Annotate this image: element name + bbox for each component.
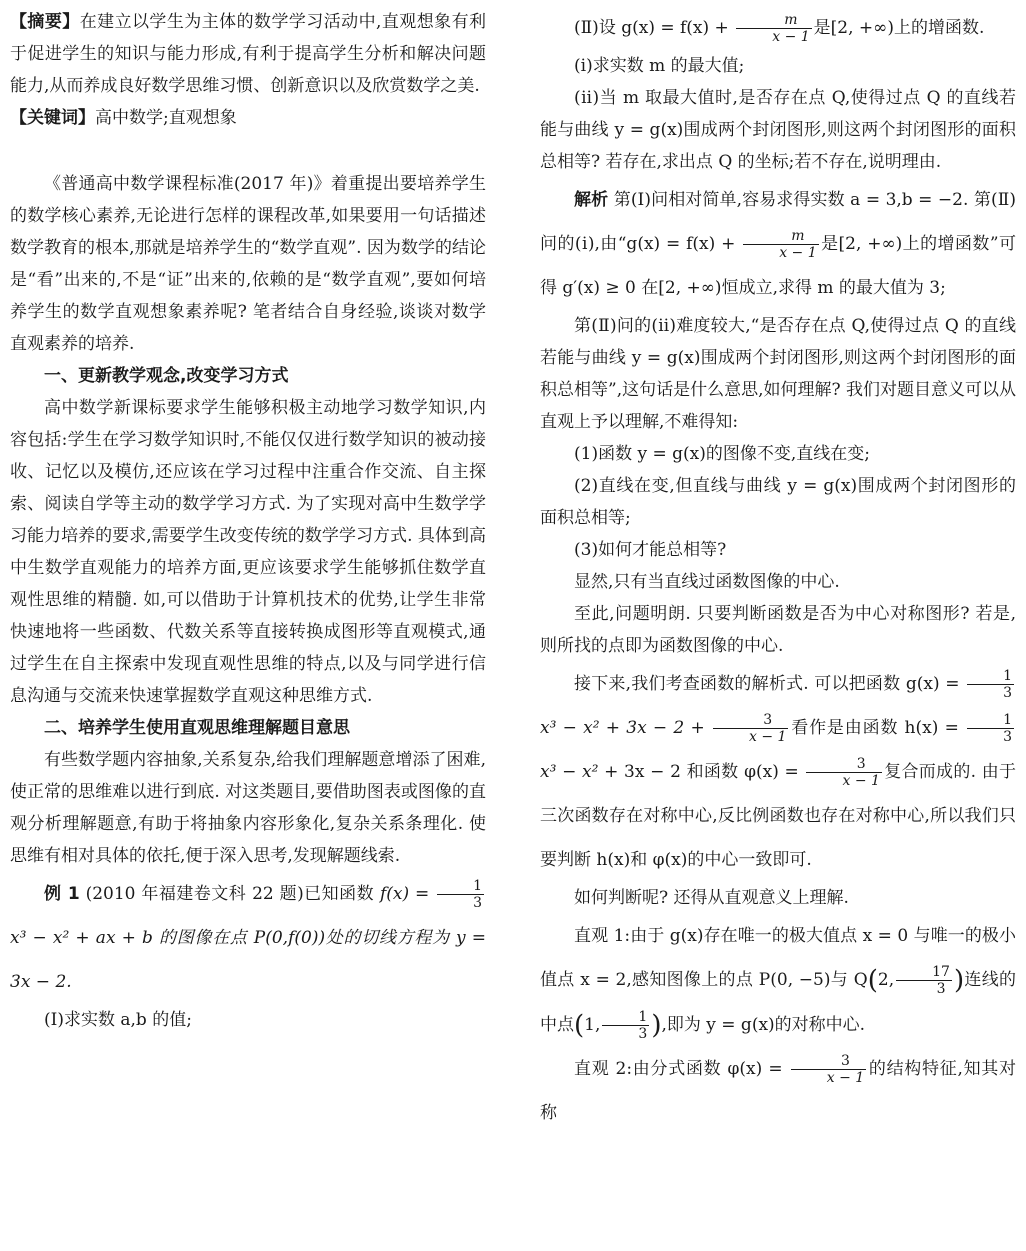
- clear-statement: 至此,问题明朗. 只要判断函数是否为中心对称图形? 若是,则所找的点即为函数图像的中心.: [540, 604, 1016, 656]
- list-item-1: (1)函数 y = g(x)的图像不变,直线在变;: [574, 444, 871, 464]
- fraction-m-over-x-minus-1-analysis: $\frac{m}{x - 1}$: [743, 228, 818, 261]
- intro-paragraph: 《普通高中数学课程标准(2017 年)》着重提出要培养学生的数学核心素养,无论进行怎样的课程改革,如果要用一句话描述数学教育的根本,那就是培养学生的“数学直观”. 因为数学的结论是“看”出来的,不是“证”出来的,依赖的是“数学直观”,要如何培养学生的数学直观想象素养呢? 笔者结合自身经验,谈谈对数学直观素养的培养.: [10, 174, 486, 354]
- keywords-text: 高中数学;直观想象: [95, 108, 237, 128]
- fraction-phi-2: $\frac{3}{x - 1}$: [791, 1053, 866, 1086]
- analysis-label: 解析: [574, 190, 609, 210]
- analysis-paragraph: 解析 第(Ⅰ)问相对简单,容易求得实数 a = 3,b = −2. 第(Ⅱ)问的(ⅰ),由“g(x) = f(x) + $\frac{m}{x - 1}$ 是[2, +∞)上的增函数”可得 g′(x) ≥ 0 在[2, +∞)恒成立,求得 m 的最大值为 3;: [540, 190, 1017, 298]
- example-source: (2010 年福建卷文科 22 题)已知函数: [85, 884, 375, 904]
- section-1-title: 一、更新教学观念,改变学习方式: [44, 366, 289, 386]
- how-to-judge: 如何判断呢? 还得从直观意义上理解.: [574, 888, 849, 908]
- intuition-2: 直观 2:由分式函数 φ(x) = $\frac{3}{x - 1}$ 的结构特征,知其对称: [540, 1053, 1016, 1123]
- part-2-i: (ⅰ)求实数 m 的最大值;: [574, 56, 745, 76]
- abstract-label: 【摘要】: [10, 12, 80, 32]
- fraction-17-thirds: $\frac{17}{3}$: [896, 964, 952, 997]
- example-label: 例 1: [44, 884, 80, 904]
- fraction-one-third: $\frac{1}{3}$: [437, 878, 484, 911]
- right-column: [540, 6, 1016, 1251]
- example-function: f(x) =: [379, 884, 430, 904]
- fraction-3-over-x-minus-1: $\frac{3}{x - 1}$: [713, 712, 788, 745]
- section-2-title: 二、培养学生使用直观思维理解题目意思: [44, 718, 350, 738]
- list-item-2: (2)直线在变,但直线与曲线 y = g(x)围成两个封闭图形的面积总相等;: [540, 476, 1016, 528]
- obvious-statement: 显然,只有当直线过函数图像的中心.: [574, 572, 840, 592]
- section-2-text: 有些数学题内容抽象,关系复杂,给我们理解题意增添了困难,使正常的思维难以进行到底. 对这类题目,要借助图表或图像的直观分析理解题意,有助于将抽象内容形象化,复杂关系条理化. 使思维有相对具体的依托,便于深入思考,发现解题线索.: [10, 750, 486, 866]
- tangent-line: y = 3x − 2.: [10, 928, 487, 992]
- fraction-one-third-g: $\frac{1}{3}$: [967, 668, 1014, 701]
- part-2-ii: (ⅱ)当 m 取最大值时,是否存在点 Q,使得过点 Q 的直线若能与曲线 y = g(x)围成两个封闭图形,则这两个封闭图形的面积总相等? 若存在,求出点 Q 的坐标;若不存在,说明理由.: [540, 88, 1016, 172]
- list-item-3: (3)如何才能总相等?: [574, 540, 727, 560]
- fraction-m-over-x-minus-1: $\frac{m}{x - 1}$: [736, 12, 811, 45]
- abstract-text: 在建立以学生为主体的数学学习活动中,直观想象有利于促进学生的知识与能力形成,有利于提高学生分析和解决问题能力,从而养成良好数学思维习惯、创新意识以及欣赏数学之美.: [10, 12, 486, 96]
- example-1: [10, 872, 486, 1004]
- section-1-text: 高中数学新课标要求学生能够积极主动地学习数学知识,内容包括:学生在学习数学知识时,不能仅仅进行数学知识的被动接收、记忆以及模仿,还应该在学习过程中注重合作交流、自主探索、阅读自学等主动的数学学习方式. 为了实现对高中生数学学习能力培养的要求,需要学生改变传统的数学学习方式. 具体到高中生数学直观能力的培养方面,更应该要求学生能够抓住数学直观性思维的精髓. 如,可以借助于计算机技术的优势,让学生非常快速地将一些函数、代数关系等直接转换成图形等直观模式,通过学生在自主探索中发现直观性思维的特点,以及与同学进行信息沟通与交流来快速掌握数学直观这种思维方式.: [10, 398, 486, 706]
- part-1-question: (Ⅰ)求实数 a,b 的值;: [44, 1010, 192, 1030]
- fraction-midpoint-third: $\frac{1}{3}$: [602, 1009, 649, 1042]
- keywords-label: 【关键词】: [10, 108, 95, 128]
- example-expression: x³ − x² + ax + b 的图像在点 P(0,f(0))处的切线方程为: [10, 928, 450, 948]
- part-ii-analysis: 第(Ⅱ)问的(ⅱ)难度较大,“是否存在点 Q,使得过点 Q 的直线若能与曲线 y = g(x)围成两个封闭图形,则这两个封闭图形的面积总相等”,这句话是什么意思,如何理解? 我们对题目意义可以从直观上予以理解,不难得知:: [540, 316, 1017, 432]
- part-2-question: (Ⅱ)设 g(x) = f(x) + $\frac{m}{x - 1}$ 是[2, +∞)上的增函数.: [574, 12, 985, 45]
- spacer: [10, 134, 486, 168]
- left-column: [10, 6, 486, 1251]
- intuition-1: 直观 1:由于 g(x)存在唯一的极大值点 x = 0 与唯一的极小值点 x = 2,感知图像上的点 P(0, −5)与 Q(2, $\frac{17}{3}$ )连线的中点(1, $\frac{1}{3}$ ),即为 y = g(x)的对称中心.: [540, 926, 1016, 1042]
- fraction-one-third-h: $\frac{1}{3}$: [967, 712, 1014, 745]
- function-decomposition: 接下来,我们考查函数的解析式. 可以把函数 g(x) = $\frac{1}{3}$ x³ − x² + 3x − 2 + $\frac{3}{x - 1}$ 看作是由函数 h(x) = $\frac{1}{3}$ x³ − x² + 3x − 2 和函数 φ(x) = $\frac{3}{x - 1}$ 复合而成的. 由于三次函数存在对称中心,反比例函数也存在对称中心,所以我们只要判断 h(x)和 φ(x)的中心一致即可.: [540, 668, 1016, 870]
- keywords: [10, 102, 486, 134]
- fraction-phi: $\frac{3}{x - 1}$: [806, 756, 881, 789]
- abstract: [10, 6, 486, 102]
